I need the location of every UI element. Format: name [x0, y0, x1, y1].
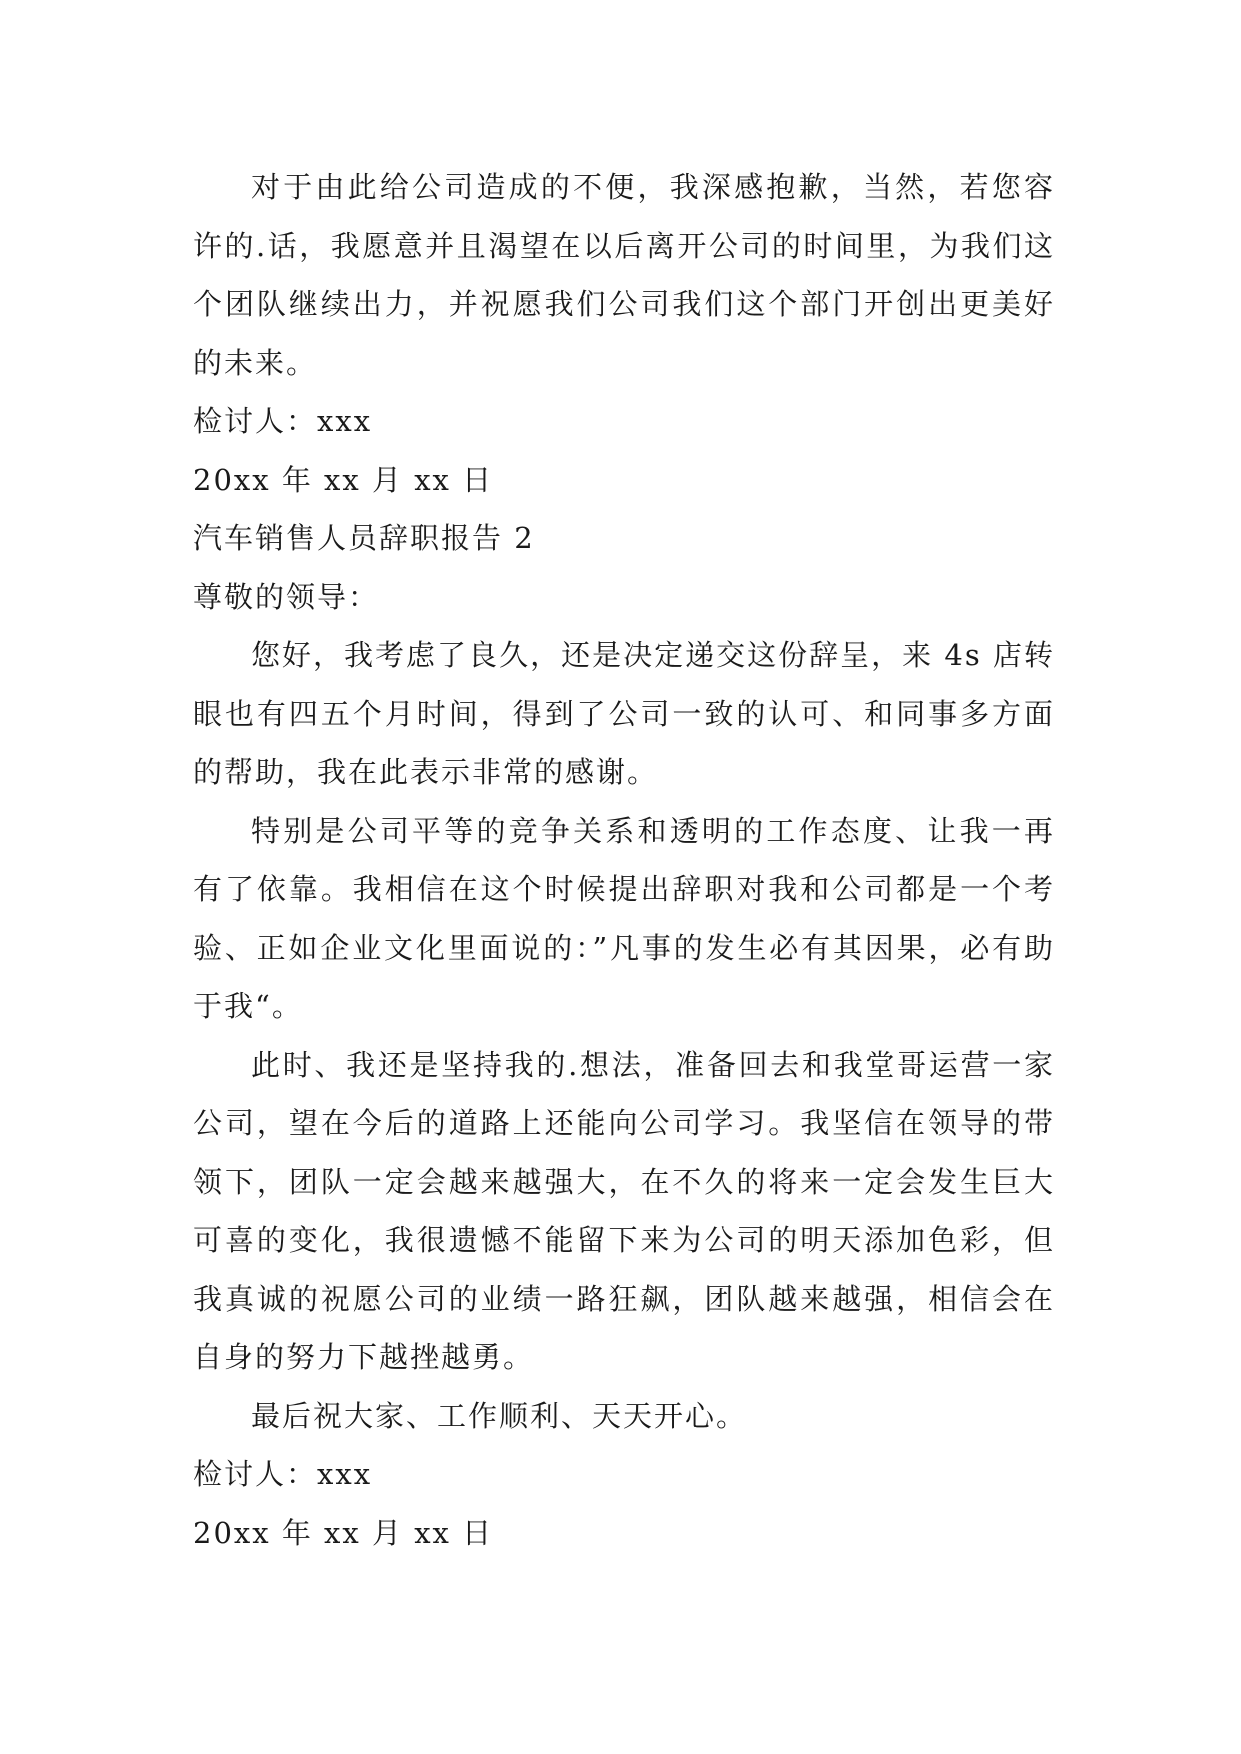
salutation: 尊敬的领导： — [193, 579, 380, 614]
body-paragraph-plans: 此时、我还是坚持我的.想法，准备回去和我堂哥运营一家公司，望在今后的道路上还能向公司学习。我坚信在领导的带领下，团队一定会越来越强大，在不久的将来一定会发生巨大可喜的变化，我很遗憾不能留下来为公司的明天添加色彩，但我真诚的祝愿公司的业绩一路狂飙，团队越来越强，相信会在自身的努力下越挫越勇。 — [193, 1047, 1055, 1374]
signature-line: 检讨人：xxx — [193, 1457, 373, 1491]
date-line: 20xx 年 xx 月 xx 日 — [193, 462, 494, 497]
signature-line: 检讨人：xxx — [193, 404, 373, 438]
document-page — [193, 158, 1055, 1562]
body-paragraph-apology: 对于由此给公司造成的不便，我深感抱歉，当然，若您容许的.话，我愿意并且渴望在以后离开公司的时间里，为我们这个团队继续出力，并祝愿我们公司我们这个部门开创出更美好的未来。 — [193, 170, 1055, 380]
section-title: 汽车销售人员辞职报告 2 — [193, 521, 535, 555]
body-paragraph-gratitude: 特别是公司平等的竞争关系和透明的工作态度、让我一再有了依靠。我相信在这个时候提出辞职对我和公司都是一个考验、正如企业文化里面说的：”凡事的发生必有其因果，必有助于我“。 — [193, 813, 1055, 1023]
date-line: 20xx 年 xx 月 xx 日 — [193, 1515, 494, 1550]
body-paragraph-closing: 最后祝大家、工作顺利、天天开心。 — [251, 1398, 748, 1433]
body-paragraph-greeting: 您好，我考虑了良久，还是决定递交这份辞呈，来 4s 店转眼也有四五个月时间，得到了公司一致的认可、和同事多方面的帮助，我在此表示非常的感谢。 — [193, 638, 1055, 789]
